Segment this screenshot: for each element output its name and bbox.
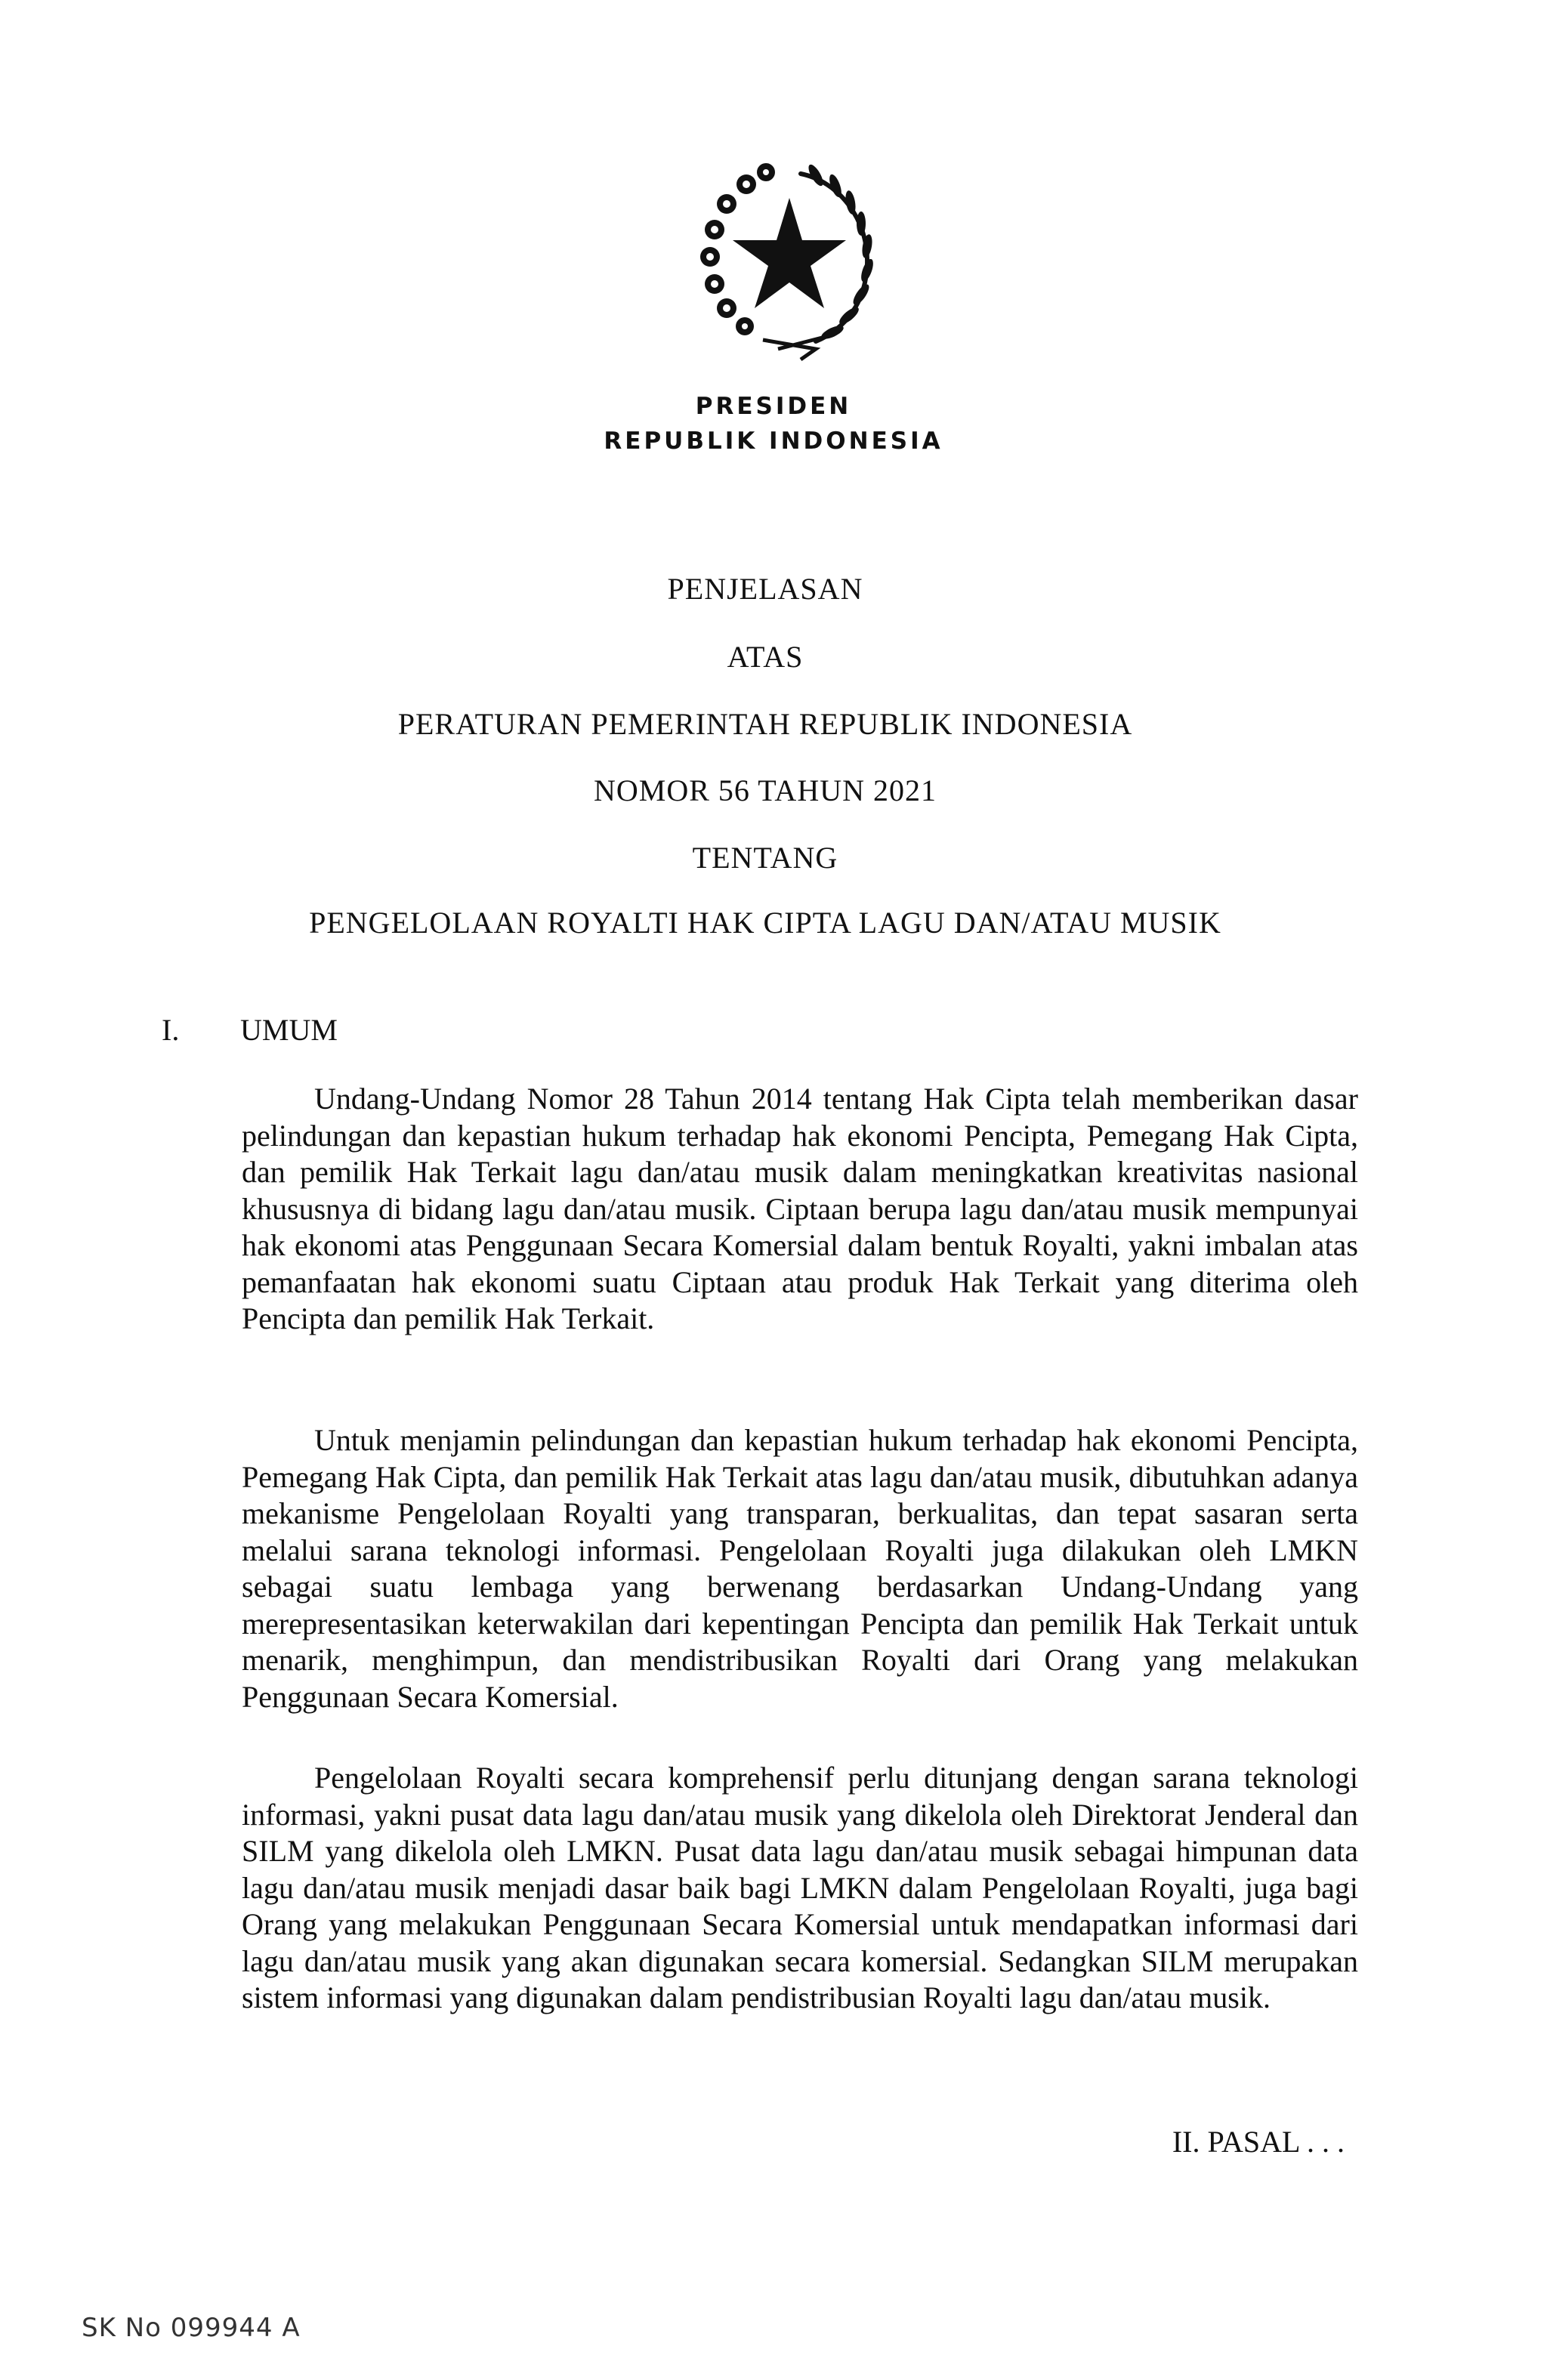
document-title-number: NOMOR 56 TAHUN 2021 [594, 773, 937, 807]
paragraph-text: Untuk menjamin pelindungan dan kepastian hukum terhadap hak ekonomi Pencipta, Pemegang Hak Cipta, dan pemilik Hak Terkait atas lagu dan/atau musik, dibutuhkan adanya mekanisme Pengelolaan Royalti yang transparan, berkualitas, dan tepat sasaran serta melalui sarana teknologi informasi. Pengelolaan Royalti juga dilakukan oleh LMKN sebagai suatu lembaga yang berwenang berdasarkan Undang-Undang yang merepresentasikan keterwakilan dari kepentingan Pencipta dan pemilik Hak Terkait untuk menarik, menghimpun, dan mendistribusikan Royalti dari Orang yang melakukan Penggunaan Secara Komersial. [242, 1423, 1358, 1714]
document-title-regulation: PERATURAN PEMERINTAH REPUBLIK INDONESIA [397, 707, 1133, 741]
letterhead-line-president: PRESIDEN [695, 393, 852, 420]
document-title-about: TENTANG [692, 841, 838, 875]
document-title-explanation: PENJELASAN [667, 572, 863, 606]
document-title-on: ATAS [727, 640, 804, 674]
section-title: UMUM [240, 1013, 338, 1047]
document-title-subject: PENGELOLAAN ROYALTI HAK CIPTA LAGU DAN/ATAU MUSIK [309, 906, 1221, 940]
letterhead-line-republic: REPUBLIK INDONESIA [604, 428, 943, 455]
continuation-marker: II. PASAL . . . [1172, 2125, 1345, 2159]
presidential-seal-icon [687, 151, 891, 370]
body-paragraph-2 [242, 1422, 1358, 1715]
paragraph-text: Undang-Undang Nomor 28 Tahun 2014 tentang Hak Cipta telah memberikan dasar pelindungan dan kepastian hukum terhadap hak ekonomi Pencipta, Pemegang Hak Cipta, dan pemilik Hak Terkait lagu dan/atau musik dalam meningkatkan kreativitas nasional khususnya di bidang lagu dan/atau musik. Ciptaan berupa lagu dan/atau musik mempunyai hak ekonomi atas Penggunaan Secara Komersial dalam bentuk Royalti, yakni imbalan atas pemanfaatan hak ekonomi suatu Ciptaan atau produk Hak Terkait yang diterima oleh Pencipta dan pemilik Hak Terkait. [242, 1082, 1358, 1335]
paragraph-text: Pengelolaan Royalti secara komprehensif perlu ditunjang dengan sarana teknologi informasi, yakni pusat data lagu dan/atau musik yang dikelola oleh Direktorat Jenderal dan SILM yang dikelola oleh LMKN. Pusat data lagu dan/atau musik sebagai himpunan data lagu dan/atau musik menjadi dasar baik bagi LMKN dalam Pengelolaan Royalti, juga bagi Orang yang melakukan Penggunaan Secara Komersial untuk mendapatkan informasi dari lagu dan/atau musik yang akan digunakan secara komersial. Sedangkan SILM merupakan sistem informasi yang digunakan dalam pendistribusian Royalti lagu dan/atau musik. [242, 1761, 1358, 2014]
footer-document-code: SK No 099944 A [82, 2313, 301, 2343]
body-paragraph-3 [242, 1760, 1358, 2017]
body-paragraph-1 [242, 1081, 1358, 1338]
section-number: I. [162, 1013, 180, 1047]
